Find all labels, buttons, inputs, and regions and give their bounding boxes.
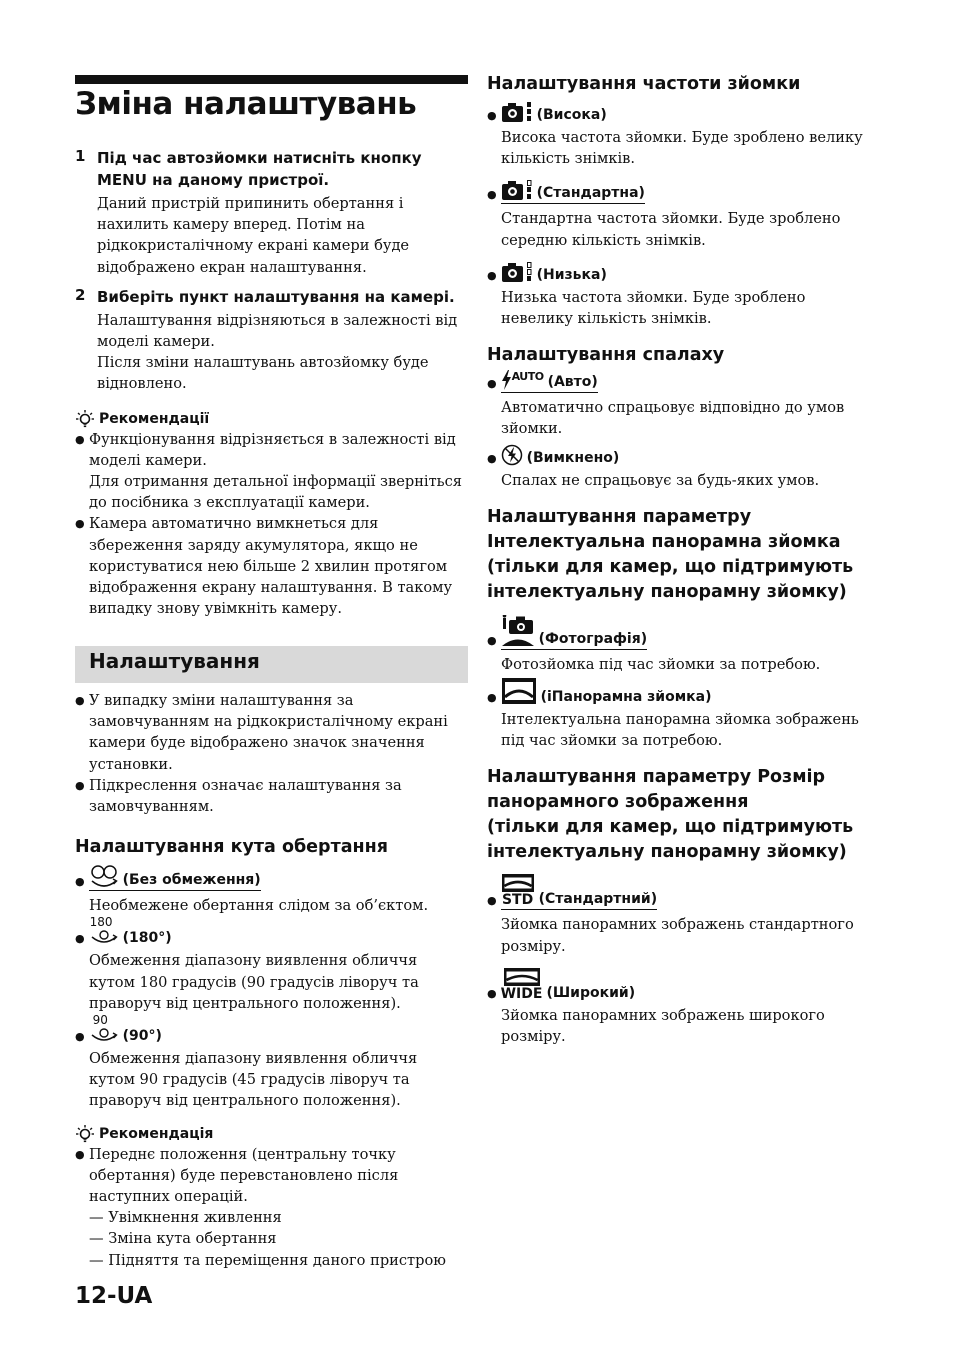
option-label: (Стандартна) [536,185,645,202]
page-title: Зміна налаштувань [75,86,417,122]
heading-line: панорамного зображення [487,792,749,813]
note-text: Підкреслення означає налаштування за замовчуванням. [89,776,402,816]
flash-option: ● AUTO (Авто) [487,370,867,393]
option-desc: Необмежене обертання слідом за об’єктом. [89,897,429,915]
step-heading: Виберіть пункт налаштування на камері. [97,287,455,306]
option-label: (Авто) [547,374,598,391]
option-desc: Стандартна частота зйомки. Буде зроблено середню кількість знімків. [501,210,841,249]
panorama-size-option: ● WIDE (Широкий) [487,967,867,1003]
tips-title: Рекомендації [99,410,210,427]
icon-badge: 90 [92,1013,108,1028]
step-body: Даний пристрій припинить обертання і нахилить камеру вперед. Потім на рідкокристалічному екрані камери буде відображено екран налаштування. [97,195,410,276]
tips-heading [75,1124,465,1144]
tip-text: Функціонування відрізняється в залежності від моделі камери. [89,430,456,469]
step-heading: Під час автозйомки натисніть кнопку MENU на даному пристрої. [97,149,422,189]
option-label: (Низька) [536,266,607,283]
heading-line: інтелектуальну панорамну зйомку) [487,842,847,863]
rotation-option: ● (Без обмеження) [75,864,465,891]
option-desc: Низька частота зйомки. Буде зроблено невелику кількість знімків. [501,288,806,328]
frequency-heading: Налаштування частоти зйомки [487,74,801,94]
tip-dash-item: — Підняття та переміщення даного пристрою [89,1251,446,1269]
icon-badge: 180 [89,915,113,930]
note-text: У випадку зміни налаштування за замовчуванням на рідкокристалічному екрані камери буде відображено значок значення установки. [89,692,448,773]
rotation-180-icon [89,915,119,946]
option-label: (90°) [122,1028,162,1045]
option-label: (Широкий) [546,984,636,1001]
section-header [75,646,468,683]
lightbulb-icon [75,409,95,429]
left-column [75,147,465,619]
option-label: (Стандартний) [538,891,658,908]
option-desc: Спалах не спрацьовує за будь-яких умов. [501,471,820,489]
option-label: (Вимкнено) [526,449,620,466]
note-item [75,690,465,775]
rotation-heading: Налаштування кута обертання [75,837,388,858]
tip-text: Переднє положення (центральну точку обертання) буде перевстановлено після наступних операцій. [89,1145,399,1206]
frequency-high-icon [501,101,533,123]
panorama-mode-option: ● (Фотографія) [487,615,867,650]
note-item [75,775,465,817]
rotation-option: ● 90 (90°) [75,1013,162,1045]
option-label: (180°) [122,930,172,947]
frequency-standard-icon [501,179,533,201]
heading-line: інтелектуальну панорамну зйомку) [487,581,847,602]
step-1 [75,147,465,278]
tip-text-extra: Для отримання детальної інформації зверніться до посібника з експлуатації камери. [89,473,462,512]
rotation-option: ● 180 (180°) [75,915,172,947]
tip-item [75,513,465,619]
heading-line: Налаштування параметру Розмір [487,767,826,788]
tip-item [75,429,465,514]
tips-title: Рекомендація [99,1125,214,1142]
tip-dash-item: — Увімкнення живлення [89,1209,282,1227]
step-body: Після зміни налаштувань автозйомку буде відновлено. [97,354,429,393]
tips-block [75,1124,465,1271]
rotation-unlimited-icon [89,864,119,888]
option-desc: Зйомка панорамних зображень широкого розміру. [501,1006,825,1046]
page-number: 12-UA [75,1283,153,1309]
option-label: (іПанорамна зйомка) [540,689,712,706]
panorama-mode-icon [501,677,537,705]
heading-line: (тільки для камер, що підтримують [487,556,854,577]
flash-off-icon [501,444,523,466]
flash-heading: Налаштування спалаху [487,345,725,366]
title-rule [75,75,468,84]
heading-line: Інтелектуальна панорамна зйомка [487,531,841,552]
option-desc: Фотозйомка під час зйомки за потребою. [501,655,821,673]
frequency-option: ● (Низька) [487,261,867,285]
flash-option: ● (Вимкнено) [487,444,867,468]
panorama-size-option: ● STD (Стандартний) [487,873,867,910]
tip-item [75,1144,465,1271]
panorama-mode-option: ● (іПанорамна зйомка) [487,677,867,707]
section-title: Налаштування [89,649,260,673]
step-number: 1 [75,147,86,165]
option-desc: Висока частота зйомки. Буде зроблено велику кількість знімків. [501,129,863,168]
right-column [487,72,867,1047]
panorama-std-icon: STD [501,873,535,907]
option-desc: Інтелектуальна панорамна зйомка зображень під час зйомки за потребою. [501,711,859,750]
option-desc: Обмеження діапазону виявлення обличчя кутом 90 градусів (45 градусів ліворуч та праворуч від центрального положення). [89,1050,418,1110]
photo-mode-icon [501,615,535,647]
frequency-option: ● (Стандартна) [487,179,867,204]
lightbulb-icon [75,1124,95,1144]
step-2 [75,286,465,395]
option-desc: Зйомка панорамних зображень стандартного розміру. [501,916,854,955]
panorama-wide-icon: WIDE [501,967,543,1001]
option-label: (Без обмеження) [122,872,261,889]
frequency-low-icon [501,261,533,283]
tips-heading [75,409,465,429]
settings-notes [75,690,465,1271]
tip-text: Камера автоматично вимкнеться для збереження заряду акумулятора, якщо не користуватися нею більше 2 хвилин протягом відображення екрану налаштування. В такому випадку знову увімкніть камеру. [89,515,453,618]
frequency-option: ● (Висока) [487,101,867,125]
heading-line: (тільки для камер, що підтримують [487,817,854,838]
panorama-mode-heading [487,505,867,605]
tip-dash-item: — Зміна кута обертання [89,1230,277,1248]
step-number: 2 [75,285,86,304]
tips-block [75,409,465,620]
option-label: (Висока) [536,107,607,123]
option-desc: Автоматично спрацьовує відповідно до умов зйомки. [501,399,845,438]
flash-auto-icon: AUTO [501,370,544,390]
heading-line: Налаштування параметру [487,506,752,527]
option-desc: Обмеження діапазону виявлення обличчя кутом 180 градусів (90 градусів ліворуч та праворуч від центрального положення). [89,952,419,1012]
step-body: Налаштування відрізняються в залежності від моделі камери. [97,311,458,351]
rotation-90-icon [89,1013,119,1044]
panorama-size-heading [487,765,867,865]
option-label: (Фотографія) [538,630,648,647]
